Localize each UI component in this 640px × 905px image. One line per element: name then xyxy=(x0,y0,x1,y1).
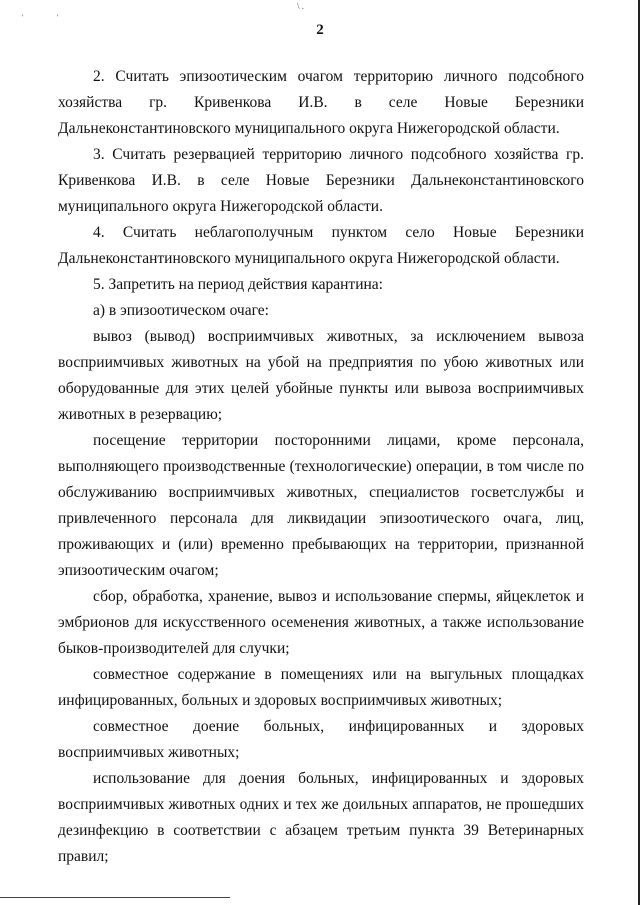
prohibition-joint-keeping: совместное содержание в помещениях или на выгульных площадках инфицированных, больных и здоровых восприимчивых животных; xyxy=(58,666,584,709)
paragraph-item-5: 5. Запретить на период действия карантина: xyxy=(93,276,383,293)
prohibition-removal: вывоз (вывод) восприимчивых животных, за исключением вывоза восприимчивых животных на убой на предприятия по убою животных или оборудованные для этих целей убойные пункты или вывоза восприимчивых животных в резервацию; xyxy=(58,328,584,423)
prohibition-milking-equipment: использование для доения больных, инфицированных и здоровых восприимчивых животных одних и тех же доильных аппаратов, не прошедших дезинфекцию в соответствии с абзацем третьим пункта 39 Ветеринарных правил; xyxy=(58,770,584,865)
document-body xyxy=(58,64,584,870)
scan-mark: \ . xyxy=(297,1,305,11)
scan-mark: ' xyxy=(22,13,24,22)
paragraph-item-2: 2. Считать эпизоотическим очагом территорию личного подсобного хозяйства гр. Кривенкова И.В. в селе Новые Березники Дальнеконстантиновского муниципального округа Нижегородской области. xyxy=(58,68,584,137)
prohibition-visiting: посещение территории посторонними лицами, кроме персонала, выполняющего производственные (технологические) операции, в том числе по обслуживанию восприимчивых животных, специалистов госветслужбы и привлеченного персонала для ликвидации эпизоотического очага, лиц, проживающих и (или) временно пребывающих на территории, признанной эпизоотическим очагом; xyxy=(58,432,584,579)
prohibition-semen: сбор, обработка, хранение, вывоз и использование спермы, яйцеклеток и эмбрионов для искусственного осеменения животных, а также использование быков-производителей для случки; xyxy=(58,588,584,657)
subparagraph-a: а) в эпизоотическом очаге: xyxy=(93,302,269,319)
scan-bottom-line xyxy=(0,897,230,898)
paragraph-item-4: 4. Считать неблагополучным пунктом село Новые Березники Дальнеконстантиновского муниципального округа Нижегородской области. xyxy=(58,224,584,267)
scan-mark: ' xyxy=(57,13,59,22)
paragraph-item-3: 3. Считать резервацией территорию личного подсобного хозяйства гр. Кривенкова И.В. в селе Новые Березники Дальнеконстантиновского муниципального округа Нижегородской области. xyxy=(58,146,584,215)
page-number: 2 xyxy=(316,22,324,38)
prohibition-joint-milking: совместное доение больных, инфицированных и здоровых восприимчивых животных; xyxy=(58,718,584,761)
